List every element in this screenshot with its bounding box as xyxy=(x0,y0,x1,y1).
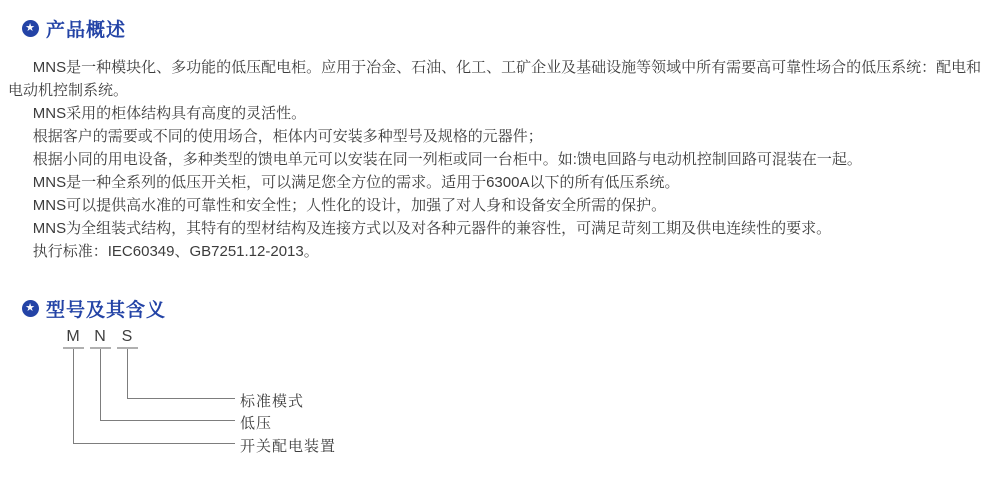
connector-line-horizontal xyxy=(100,420,235,421)
model-label: 标准模式 xyxy=(240,393,305,410)
overview-paragraphs xyxy=(8,56,990,263)
overview-heading-text: 产品概述 xyxy=(46,20,127,41)
connector-line-horizontal xyxy=(127,398,235,399)
overview-paragraph: 根据客户的需要或不同的使用场合，柜体内可安装多种型号及规格的元器件； xyxy=(32,128,543,145)
connector-line-vertical xyxy=(73,349,74,443)
overview-paragraph: MNS是一种全系列的低压开关柜，可以满足您全方位的需求。适用于6300A以下的所有低压系统。 xyxy=(32,174,680,191)
connector-line-vertical xyxy=(100,349,101,420)
model-letter-m: M xyxy=(66,328,80,345)
overview-paragraph: MNS是一种模块化、多功能的低压配电柜。应用于冶金、石油、化工、工矿企业及基础设施等领域中所有需要高可靠性场合的低压系统：配电和电动机控制系统。 xyxy=(8,59,982,99)
overview-section-heading xyxy=(22,15,126,42)
model-label: 开关配电装置 xyxy=(240,438,337,455)
star-badge-icon: ★ xyxy=(22,20,39,37)
model-heading-text: 型号及其含义 xyxy=(46,300,167,321)
star-badge-icon: ★ xyxy=(22,300,39,317)
overview-paragraph: 根据小同的用电设备，多种类型的馈电单元可以安装在同一列柜或同一台柜中。如:馈电回路与电动机控制回路可混装在一起。 xyxy=(32,151,862,168)
overview-paragraph: MNS可以提供高水准的可靠性和安全性；人性化的设计，加强了对人身和设备安全所需的保护。 xyxy=(32,197,667,214)
overview-paragraph: MNS采用的柜体结构具有高度的灵活性。 xyxy=(32,105,307,122)
overview-paragraph: 执行标准：IEC60349、GB7251.12-2013。 xyxy=(32,243,319,260)
connector-line-vertical xyxy=(127,349,128,398)
model-letter-s: S xyxy=(121,328,133,345)
model-code-diagram xyxy=(0,326,1000,466)
model-label: 低压 xyxy=(240,415,273,432)
connector-line-horizontal xyxy=(73,443,235,444)
model-section-heading xyxy=(22,295,166,322)
overview-paragraph: MNS为全组装式结构，其特有的型材结构及连接方式以及对各种元器件的兼容性，可满足苛刻工期及供电连续性的要求。 xyxy=(32,220,832,237)
model-letter-n: N xyxy=(94,328,106,345)
